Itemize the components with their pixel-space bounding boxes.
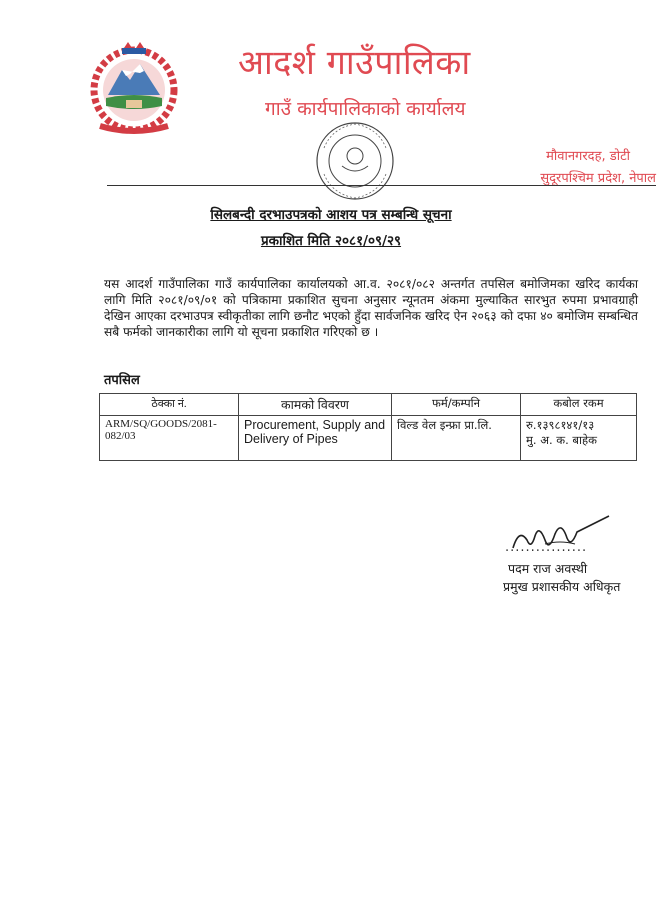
signature-dots: ................: [505, 540, 588, 555]
col-firm: फर्म/कम्पनि: [392, 394, 521, 416]
table-header-row: [100, 394, 637, 416]
col-contract-no: ठेक्का नं.: [100, 394, 239, 416]
address-line2: सुदूरपश्चिम प्रदेश, नेपाल: [540, 171, 656, 186]
details-label: तपसिल: [104, 373, 140, 388]
col-description: कामको विवरण: [239, 394, 392, 416]
notice-body: यस आदर्श गाउँपालिका गाउँ कार्यपालिका कार्यालयको आ.व. २०८१/०८२ अन्तर्गत तपसिल बमोजिमका खरिद कार्यका लागि मिति २०८१/०९/०१ को पत्रिकामा प्रकाशित सुचना अनुसार न्यूनतम अंकमा मुल्याकित सारभुत रुपमा प्रभावग्राही देखिन आएका दरभाउपत्र स्वीकृतीका लागि छनौट भएको हुँदा सार्वजनिक खरिद ऐन २०६३ को दफा ४० बमोजिम सम्बन्धित सबै फर्मको जानकारीका लागि यो सूचना प्रकाशित गरिएको छ ।: [104, 277, 638, 339]
cell-amount: [521, 416, 637, 461]
signer-title: प्रमुख प्रशासकीय अधिकृत: [503, 579, 621, 594]
cell-contract-no: ARM/SQ/GOODS/2081-082/03: [100, 416, 239, 461]
office-seal-icon: [312, 118, 398, 204]
signer-name: पदम राज अवस्थी: [508, 561, 588, 576]
table-row: [100, 416, 637, 461]
notice-title: सिलबन्दी दरभाउपत्रको आशय पत्र सम्बन्धि सूचना: [210, 207, 452, 223]
address-line1: मौवानगरदह, डोटी: [546, 149, 630, 164]
amount-value: रु.१३९८१४१/१३: [526, 418, 595, 432]
header-divider: [107, 185, 656, 186]
amount-note: मु. अ. क. बाहेक: [526, 433, 597, 447]
cell-description: Procurement, Supply and Delivery of Pipes: [239, 416, 392, 461]
cell-firm: विल्ड वेल इन्फ्रा प्रा.लि.: [392, 416, 521, 461]
published-date: प्रकाशित मिति २०८१/०९/२९: [260, 233, 402, 249]
nepal-emblem-icon: [84, 40, 184, 135]
col-amount: कबोल रकम: [521, 394, 637, 416]
org-name: आदर्श गाउँपालिका: [238, 43, 471, 83]
office-name: गाउँ कार्यपालिकाको कार्यालय: [265, 98, 466, 120]
details-table: [99, 393, 637, 461]
